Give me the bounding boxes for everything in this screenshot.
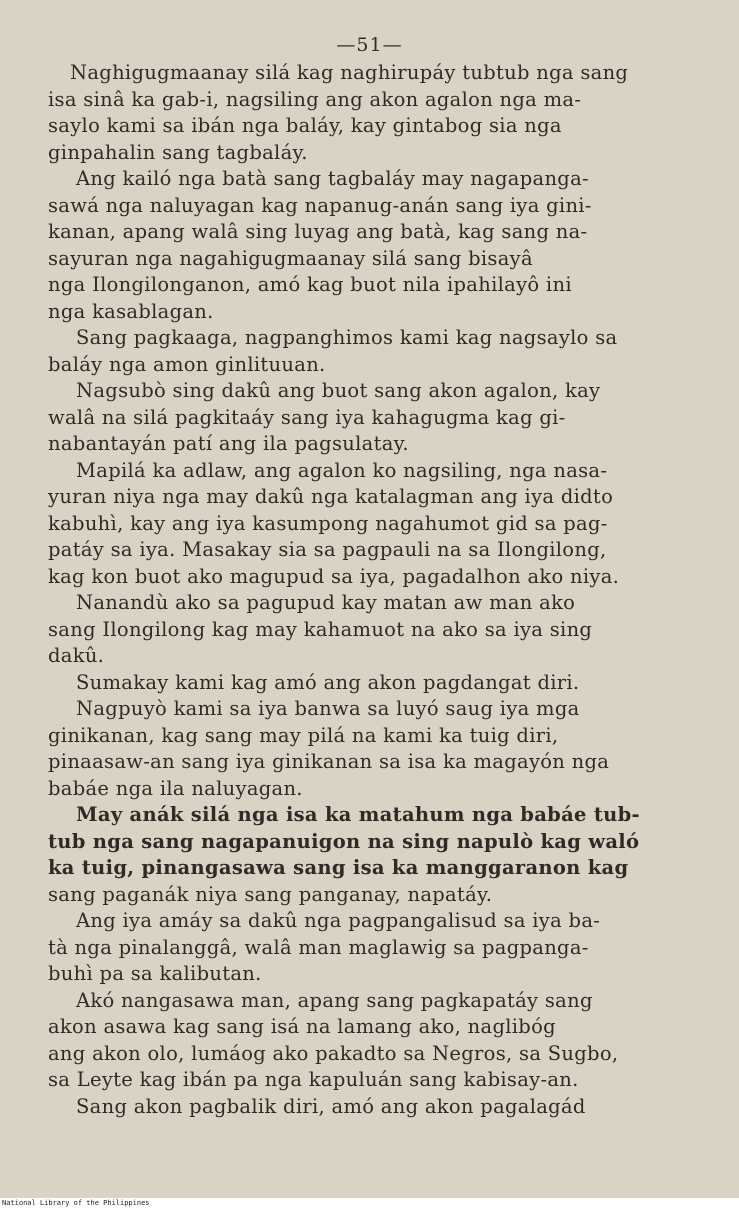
text-line: kag kon buot ako magupud sa iya, pagadalhon ako niya. [48,564,620,588]
text-line: Nagpuyò kami sa iya banwa sa luyó saug iya mga [76,697,580,720]
text-line: tub nga sang nagapanuigon na sing napulò kag waló [48,829,640,853]
text-line: nabantayán patí ang ila pagsulatay. [48,432,409,455]
text-line: Ang iya amáy sa dakû nga pagpangalisud sa iya ba- [76,909,601,932]
text-line: ang akon olo, lumáog ako pakadto sa Negros, sa Sugbo, [48,1041,619,1065]
text-line: ginpahalin sang tagbaláy. [48,140,308,164]
footer-strip [0,1198,739,1208]
text-line: sawá nga naluyagan kag napanug-anán sang iya gini- [48,193,592,217]
text-line: Nagsubò sing dakû ang buot sang akon agalon, kay [76,379,601,402]
text-line: walâ na silá pagkitaáy sang iya kahagugma kag gi- [48,405,566,429]
text-line: kanan, apang walâ sing luyag ang batà, kag sang na- [48,220,588,243]
body-text [48,60,698,1120]
text-line: dakû. [48,644,105,667]
text-line: baláy nga amon ginlituuan. [48,352,326,376]
text-line: Sang akon pagbalik diri, amó ang akon pagalagád [76,1094,586,1118]
text-line: sayuran nga nagahigugmaanay silá sang bisayâ [48,246,533,270]
text-line: nga kasablagan. [48,299,214,323]
text-line: patáy sa iya. Masakay sia sa pagpauli na sa Ilongilong, [48,538,607,561]
footer-credit: National Library of the Philippines [2,1199,150,1207]
text-line: nga Ilongilonganon, amó kag buot nila ipahilayô ini [48,273,572,296]
text-line: yuran niya nga may dakû nga katalagman ang iya didto [48,485,614,508]
text-line: Nanandù ako sa pagupud kay matan aw man ako [76,591,576,614]
text-line: sang paganák niya sang panganay, napatáy. [48,882,493,906]
text-line: May anák silá nga isa ka matahum nga babáe tub- [76,803,640,826]
text-line: Mapilá ka adlaw, ang agalon ko nagsiling, nga nasa- [76,458,608,482]
page-number: —51— [336,34,403,56]
text-line: sa Leyte kag ibán pa nga kapuluán sang kabisay-an. [48,1068,579,1091]
text-line: ginikanan, kag sang may pilá na kami ka tuig diri, [48,723,559,747]
text-line: isa sinâ ka gab-i, nagsiling ang akon agalon nga ma- [48,87,582,111]
text-line: buhì pa sa kalibutan. [48,962,262,985]
text-line: Akó nangasawa man, apang sang pagkapatáy sang [76,988,593,1012]
text-line: kabuhì, kay ang iya kasumpong nagahumot gid sa pag- [48,511,608,535]
text-line: Sumakay kami kag amó ang akon pagdangat diri. [76,670,580,694]
text-line: Naghigugmaanay silá kag naghirupáy tubtub nga sang [70,61,629,84]
text-line: pinaasaw-an sang iya ginikanan sa isa ka magayón nga [48,750,610,773]
text-line: babáe nga ila naluyagan. [48,776,303,800]
text-line: saylo kami sa ibán nga baláy, kay gintabog sia nga [48,114,562,137]
text-line: Ang kailó nga batà sang tagbaláy may nagapanga- [76,167,589,190]
text-line: sang Ilongilong kag may kahamuot na ako sa iya sing [48,617,593,641]
text-line: Sang pagkaaga, nagpanghimos kami kag nagsaylo sa [76,326,618,349]
text-line: akon asawa kag sang isá na lamang ako, naglibóg [48,1015,556,1038]
text-line: tà nga pinalanggâ, walâ man maglawig sa pagpanga- [48,935,589,959]
text-line: ka tuig, pinangasawa sang isa ka manggaranon kag [48,856,629,879]
